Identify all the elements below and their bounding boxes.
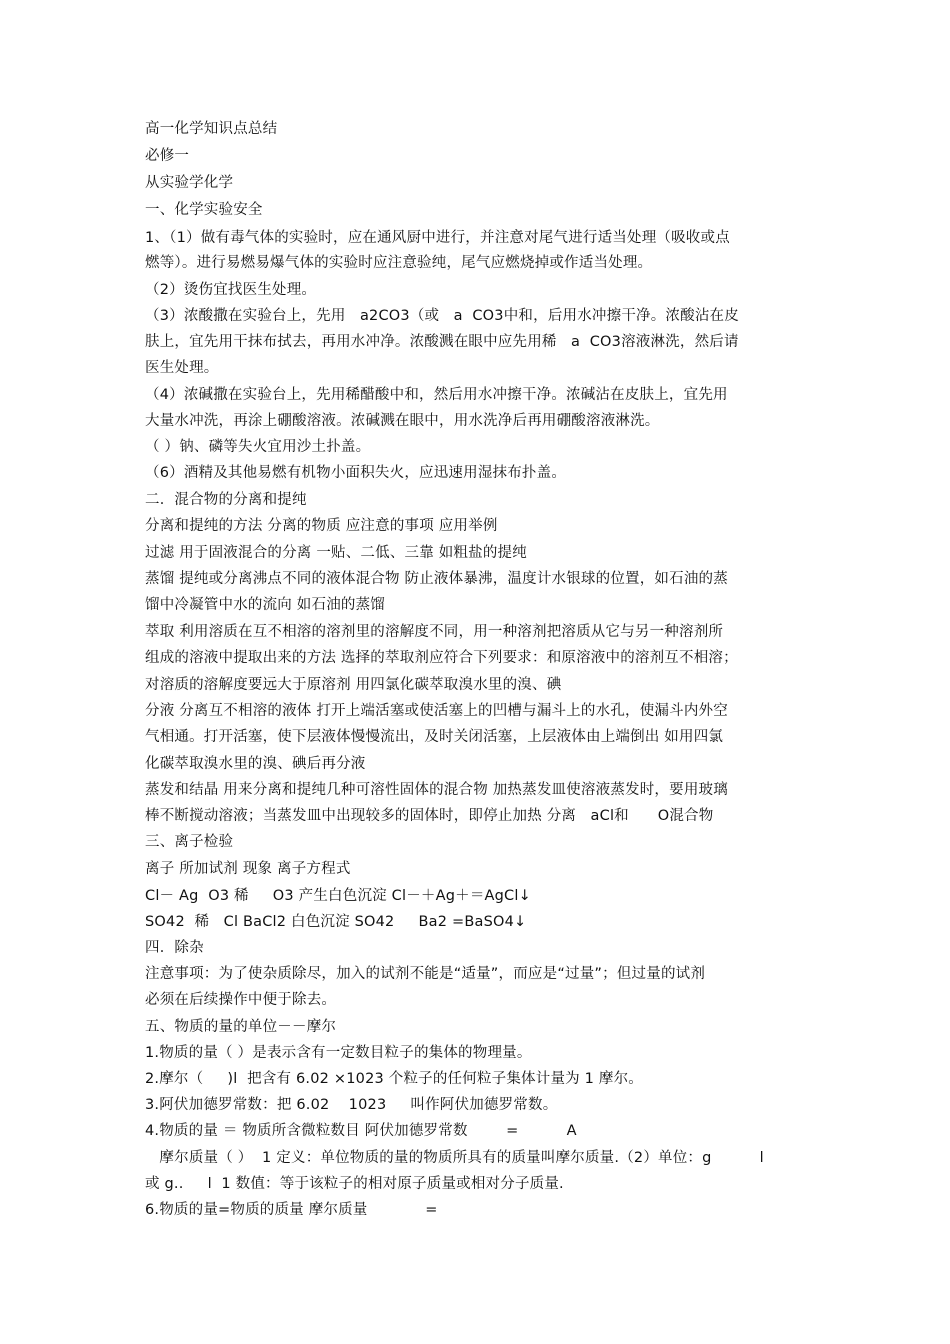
text-line: （ ）钠、磷等失火宜用沙土扑盖。 <box>145 439 371 455</box>
text-line: 化碳萃取溴水里的溴、碘后再分液 <box>145 756 366 772</box>
text-line: 摩尔质量（ ） 1 定义：单位物质的量的物质所具有的质量叫摩尔质量.（2）单位：g l <box>145 1150 764 1166</box>
section-heading: 五、物质的量的单位－－摩尔 <box>145 1019 337 1035</box>
text-line: （4）浓碱撒在实验台上，先用稀醋酸中和，然后用水冲擦干净。浓碱沾在皮肤上，宜先用 <box>145 387 728 403</box>
section-heading: 三、离子检验 <box>145 834 234 850</box>
text-line: （6）酒精及其他易燃有机物小面积失火，应迅速用湿抹布扑盖。 <box>145 465 567 481</box>
text-line: 1.物质的量（ ）是表示含有一定数目粒子的集体的物理量。 <box>145 1045 532 1061</box>
text-line: 组成的溶液中提取出来的方法 选择的萃取剂应符合下列要求：和原溶液中的溶剂互不相溶； <box>145 650 738 666</box>
chapter-heading: 从实验学化学 <box>145 175 234 191</box>
text-line: 分离和提纯的方法 分离的物质 应注意的事项 应用举例 <box>145 518 498 534</box>
text-line: Cl－ Ag O3 稀 O3 产生白色沉淀 Cl－＋Ag＋＝AgCl↓ <box>145 888 531 904</box>
text-line: 气相通。打开活塞，使下层液体慢慢流出，及时关闭活塞，上层液体由上端倒出 如用四氯 <box>145 729 724 745</box>
text-line: 2.摩尔（ )l 把含有 6.02 ×1023 个粒子的任何粒子集体计量为 1 摩尔。 <box>145 1071 643 1087</box>
text-line: （2）烫伤宜找医生处理。 <box>145 282 317 298</box>
text-line: 3.阿伏加德罗常数：把 6.02 1023 叫作阿伏加德罗常数。 <box>145 1097 558 1113</box>
section-heading: 一、化学实验安全 <box>145 202 263 218</box>
text-line: 燃等）。进行易燃易爆气体的实验时应注意验纯，尾气应燃烧掉或作适当处理。 <box>145 255 653 271</box>
text-line: 或 g.. l 1 数值：等于该粒子的相对原子质量或相对分子质量. <box>145 1176 564 1192</box>
text-line: 蒸馏 提纯或分离沸点不同的液体混合物 防止液体暴沸，温度计水银球的位置，如石油的蒸 <box>145 571 728 587</box>
text-line: 对溶质的溶解度要远大于原溶剂 用四氯化碳萃取溴水里的溴、碘 <box>145 677 562 693</box>
text-line: 肤上，宜先用干抹布拭去，再用水冲净。浓酸溅在眼中应先用稀 a CO3溶液淋洗，然后请 <box>145 334 739 350</box>
text-line: 注意事项：为了使杂质除尽，加入的试剂不能是“适量”，而应是“过量”；但过量的试剂 <box>145 966 706 982</box>
doc-title: 高一化学知识点总结 <box>145 121 278 137</box>
text-line: 过滤 用于固液混合的分离 一贴、二低、三靠 如粗盐的提纯 <box>145 545 527 561</box>
text-line: 6.物质的量=物质的质量 摩尔质量 = <box>145 1202 438 1218</box>
section-heading: 二．混合物的分离和提纯 <box>145 492 307 508</box>
text-line: 必须在后续操作中便于除去。 <box>145 992 337 1008</box>
doc-subtitle: 必修一 <box>145 148 190 164</box>
text-line: （3）浓酸撒在实验台上，先用 a2CO3（或 a CO3中和，后用水冲擦干净。浓酸沾在皮 <box>145 308 739 324</box>
text-line: SO42 稀 Cl BaCl2 白色沉淀 SO42 Ba2 =BaSO4↓ <box>145 914 527 930</box>
text-line: 1、（1）做有毒气体的实验时，应在通风厨中进行，并注意对尾气进行适当处理（吸收或点 <box>145 230 730 246</box>
text-line: 分液 分离互不相溶的液体 打开上端活塞或使活塞上的凹槽与漏斗上的水孔，使漏斗内外空 <box>145 703 728 719</box>
text-line: 萃取 利用溶质在互不相溶的溶剂里的溶解度不同，用一种溶剂把溶质从它与另一种溶剂所 <box>145 624 724 640</box>
text-line: 离子 所加试剂 现象 离子方程式 <box>145 861 351 877</box>
text-line: 大量水冲洗，再涂上硼酸溶液。浓碱溅在眼中，用水洗净后再用硼酸溶液淋洗。 <box>145 413 660 429</box>
text-line: 棒不断搅动溶液；当蒸发皿中出现较多的固体时，即停止加热 分离 aCl和 O混合物 <box>145 808 714 824</box>
section-heading: 四．除杂 <box>145 940 204 956</box>
text-line: 蒸发和结晶 用来分离和提纯几种可溶性固体的混合物 加热蒸发皿使溶液蒸发时，要用玻璃 <box>145 782 728 798</box>
text-line: 4.物质的量 ＝ 物质所含微粒数目 阿伏加德罗常数 = A <box>145 1123 577 1139</box>
text-line: 医生处理。 <box>145 360 219 376</box>
text-line: 馏中冷凝管中水的流向 如石油的蒸馏 <box>145 597 386 613</box>
